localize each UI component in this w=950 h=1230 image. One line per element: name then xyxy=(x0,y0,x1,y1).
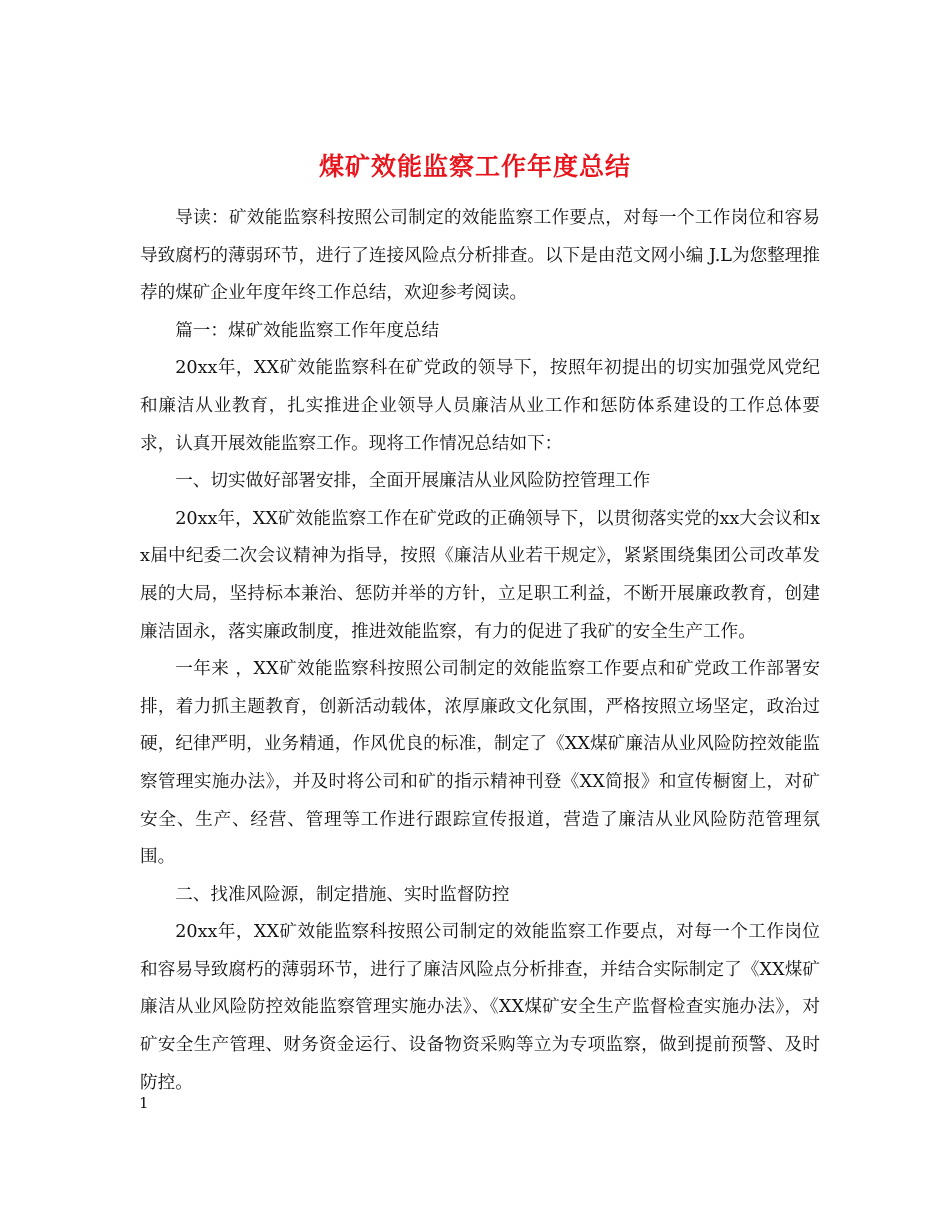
paragraph-part-one-heading: 篇一：煤矿效能监察工作年度总结 xyxy=(175,320,440,341)
document-title: 煤矿效能监察工作年度总结 xyxy=(318,151,631,181)
paragraph-intro: 导读：矿效能监察科按照公司制定的效能监察工作要点，对每一个工作岗位和容易导致腐朽的薄弱环节，进行了连接风险点分析排查。以下是由范文网小编 J.L为您整理推荐的煤矿企业年度年终工作总结，欢迎参考阅读。 xyxy=(140,208,820,304)
page-number: 1 xyxy=(139,1094,149,1112)
paragraph-section-one-heading: 一、切实做好部署安排，全面开展廉洁从业风险防控管理工作 xyxy=(175,471,651,492)
paragraph-section-two-body: 20xx年，XX矿效能监察科按照公司制定的效能监察工作要点，对每一个工作岗位和容易导致腐朽的薄弱环节，进行了廉洁风险点分析排查，并结合实际制定了《XX煤矿廉洁从业风险防控效能监察管理实施办法》、《XX煤矿安全生产监督检查实施办法》，对矿安全生产管理、财务资金运行、设备物资采购等立为专项监察，做到提前预警、及时防控。 xyxy=(140,922,820,1093)
paragraph-year-review: 一年来 ，XX矿效能监察科按照公司制定的效能监察工作要点和矿党政工作部署安排，着力抓主题教育，创新活动载体，浓厚廉政文化氛围，严格按照立场坚定，政治过硬，纪律严明，业务精通，作风优良的标准，制定了《XX煤矿廉洁从业风险防控效能监察管理实施办法》，并及时将公司和矿的指示精神刊登《XX简报》和宣传橱窗上，对矿安全、生产、经营、管理等工作进行跟踪宣传报道，营造了廉洁从业风险防范管理氛围。 xyxy=(140,659,820,868)
paragraph-section-two-heading: 二、找准风险源，制定措施、实时监督防控 xyxy=(175,884,510,905)
paragraph-section-one-body: 20xx年，XX矿效能监察工作在矿党政的正确领导下，以贯彻落实党的xx大会议和xx届中纪委二次会议精神为指导，按照《廉洁从业若干规定》，紧紧围绕集团公司改革发展的大局，坚持标本兼治、惩防并举的方针，立足职工利益，不断开展廉政教育，创建廉洁固永，落实廉政制度，推进效能监察，有力的促进了我矿的安全生产工作。 xyxy=(140,508,820,642)
document-body xyxy=(140,200,820,1102)
paragraph-overview: 20xx年，XX矿效能监察科在矿党政的领导下，按照年初提出的切实加强党风党纪和廉洁从业教育，扎实推进企业领导人员廉洁从业工作和惩防体系建设的工作总体要求，认真开展效能监察工作。现将工作情况总结如下： xyxy=(140,358,820,454)
